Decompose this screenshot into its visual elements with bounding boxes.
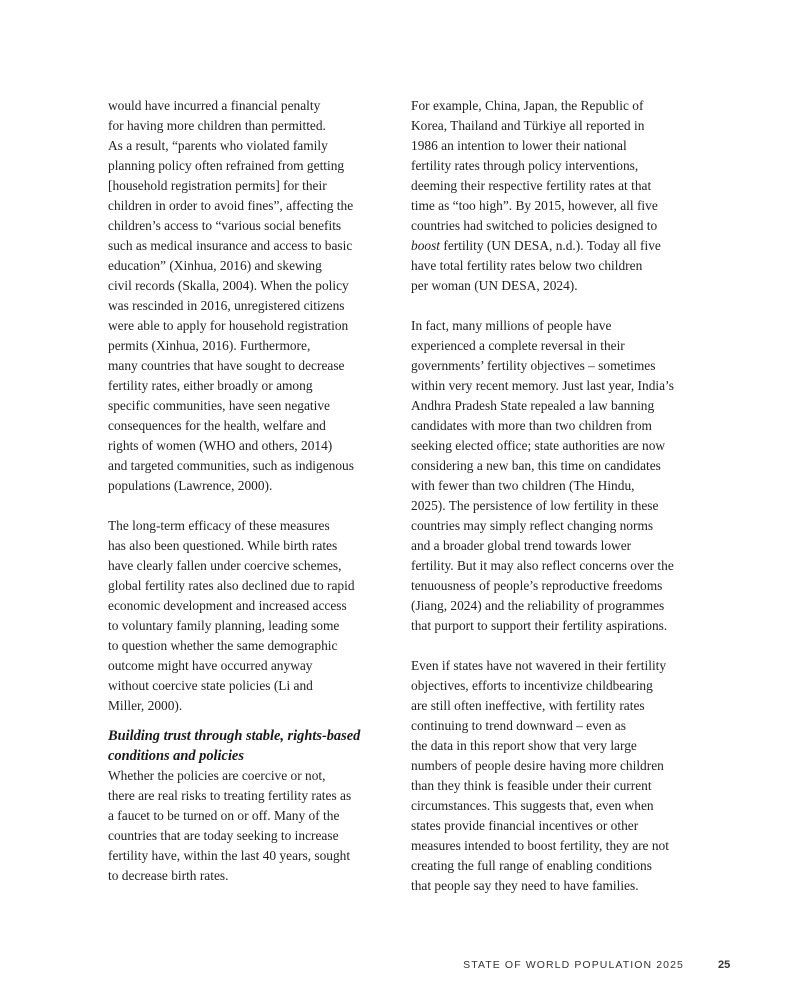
right-paragraph-3 <box>411 656 679 896</box>
text-line: a faucet to be turned on or off. Many of the <box>108 808 340 823</box>
right-paragraph-2 <box>411 316 679 636</box>
text-line: In fact, many millions of people have <box>411 318 612 333</box>
text-line: fertility have, within the last 40 years, sought <box>108 848 351 863</box>
text-line: numbers of people desire having more children <box>411 758 664 773</box>
text-line: seeking elected office; state authorities are now <box>411 438 666 453</box>
paragraph-gap <box>411 636 679 656</box>
text-line: with fewer than two children (The Hindu, <box>411 478 635 493</box>
text-line: and a broader global trend towards lower <box>411 538 632 553</box>
text-line: governments’ fertility objectives – sometimes <box>411 358 656 373</box>
text-line: economic development and increased access <box>108 598 347 613</box>
text-line: such as medical insurance and access to basic <box>108 238 353 253</box>
text-line <box>411 236 679 256</box>
text-line: have total fertility rates below two children <box>411 258 643 273</box>
text-line: without coercive state policies (Li and <box>108 678 313 693</box>
text-line: for having more children than permitted. <box>108 118 326 133</box>
text-line: many countries that have sought to decrease <box>108 358 345 373</box>
text-line: As a result, “parents who violated family <box>108 138 328 153</box>
emphasis-boost: boost <box>411 238 441 253</box>
page-number: 25 <box>718 959 731 971</box>
text-line: deeming their respective fertility rates at that <box>411 178 652 193</box>
text-line: For example, China, Japan, the Republic of <box>411 98 644 113</box>
text-line: measures intended to boost fertility, they are not <box>411 838 669 853</box>
text-line: has also been questioned. While birth rates <box>108 538 338 553</box>
text-line: populations (Lawrence, 2000). <box>108 478 273 493</box>
page-footer <box>0 959 792 975</box>
text-line: was rescinded in 2016, unregistered citizens <box>108 298 345 313</box>
text-line: to decrease birth rates. <box>108 868 229 883</box>
text-line: permits (Xinhua, 2016). Furthermore, <box>108 338 311 353</box>
left-paragraph-1 <box>108 96 376 496</box>
left-paragraph-2 <box>108 516 376 716</box>
text-line: and targeted communities, such as indigenous <box>108 458 354 473</box>
text-line: tenuousness of people’s reproductive freedoms <box>411 578 663 593</box>
text-line: 1986 an intention to lower their national <box>411 138 627 153</box>
text-line: candidates with more than two children from <box>411 418 652 433</box>
paragraph-gap <box>108 496 376 516</box>
text-line: education” (Xinhua, 2016) and skewing <box>108 258 322 273</box>
text-line: countries that are today seeking to increase <box>108 828 339 843</box>
text-line: planning policy often refrained from getting <box>108 158 345 173</box>
left-column <box>108 96 376 886</box>
publication-title: STATE OF WORLD POPULATION 2025 <box>463 959 684 971</box>
text-line: children’s access to “various social benefits <box>108 218 342 233</box>
text-line: were able to apply for household registration <box>108 318 349 333</box>
section-heading-line-1: Building trust through stable, rights-based <box>108 728 361 744</box>
boost-line-rest: fertility (UN DESA, n.d.). Today all five <box>440 238 661 253</box>
text-line: time as “too high”. By 2015, however, all five <box>411 198 658 213</box>
text-line: Even if states have not wavered in their fertility <box>411 658 667 673</box>
text-line: The long-term efficacy of these measures <box>108 518 330 533</box>
text-line: countries may simply reflect changing norms <box>411 518 654 533</box>
text-line: are still often ineffective, with fertility rates <box>411 698 645 713</box>
text-line: considering a new ban, this time on candidates <box>411 458 661 473</box>
text-line: fertility. But it may also reflect concerns over the <box>411 558 674 573</box>
text-line: circumstances. This suggests that, even when <box>411 798 654 813</box>
paragraph-gap <box>411 296 679 316</box>
text-line: that people say they need to have families. <box>411 878 639 893</box>
text-line: have clearly fallen under coercive schemes, <box>108 558 342 573</box>
text-line: than they think is feasible under their current <box>411 778 652 793</box>
text-line: Korea, Thailand and Türkiye all reported in <box>411 118 645 133</box>
right-column <box>411 96 679 896</box>
text-line: fertility rates through policy interventions, <box>411 158 639 173</box>
text-line: children in order to avoid fines”, affecting the <box>108 198 354 213</box>
text-line: global fertility rates also declined due to rapid <box>108 578 355 593</box>
text-line: continuing to trend downward – even as <box>411 718 626 733</box>
text-line: fertility rates, either broadly or among <box>108 378 313 393</box>
text-line: creating the full range of enabling conditions <box>411 858 652 873</box>
right-paragraph-1-start <box>411 96 679 236</box>
text-line: specific communities, have seen negative <box>108 398 330 413</box>
text-line: experienced a complete reversal in their <box>411 338 625 353</box>
section-heading-line-2: conditions and policies <box>108 748 244 764</box>
text-line: 2025). The persistence of low fertility in these <box>411 498 659 513</box>
text-line: Miller, 2000). <box>108 698 183 713</box>
text-line: rights of women (WHO and others, 2014) <box>108 438 333 453</box>
section-heading <box>108 716 376 766</box>
text-line: outcome might have occurred anyway <box>108 658 313 673</box>
right-paragraph-1 <box>411 96 679 296</box>
text-line: Whether the policies are coercive or not, <box>108 768 326 783</box>
right-paragraph-1-end <box>411 256 679 296</box>
text-line: that purport to support their fertility aspirations. <box>411 618 668 633</box>
text-line: to voluntary family planning, leading some <box>108 618 340 633</box>
text-line: objectives, efforts to incentivize childbearing <box>411 678 653 693</box>
text-line: countries had switched to policies designed to <box>411 218 658 233</box>
text-line: civil records (Skalla, 2004). When the policy <box>108 278 349 293</box>
text-line: Andhra Pradesh State repealed a law banning <box>411 398 655 413</box>
text-line: would have incurred a financial penalty <box>108 98 321 113</box>
left-paragraph-3 <box>108 766 376 886</box>
text-line: [household registration permits] for their <box>108 178 327 193</box>
text-line: states provide financial incentives or other <box>411 818 639 833</box>
text-line: the data in this report show that very large <box>411 738 637 753</box>
text-line: per woman (UN DESA, 2024). <box>411 278 578 293</box>
text-line: consequences for the health, welfare and <box>108 418 326 433</box>
text-line: there are real risks to treating fertility rates as <box>108 788 352 803</box>
text-line: within very recent memory. Just last year, India’s <box>411 378 674 393</box>
text-line: to question whether the same demographic <box>108 638 338 653</box>
text-line: (Jiang, 2024) and the reliability of programmes <box>411 598 665 613</box>
